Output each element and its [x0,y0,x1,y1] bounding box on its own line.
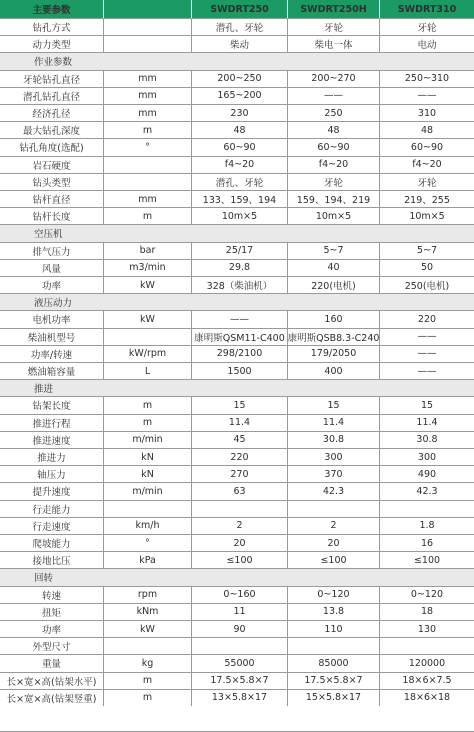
unit-cell: kW [104,277,192,293]
table-row [0,190,474,207]
table-row [0,310,474,327]
swdrt250h-value-cell: ≤100 [288,552,380,568]
swdrt250h-value-cell: 30.8 [288,432,380,448]
swdrt310-value-cell: 牙轮 [417,23,437,35]
swdrt250-value-cell: 1500 [192,363,288,379]
section-row [0,568,474,585]
param-name-cell: 重量 [0,655,104,671]
swdrt250h-value-cell: 2 [288,518,380,534]
swdrt250-value-cell: 11 [192,604,288,620]
swdrt250-value-cell: 200~250 [192,71,288,87]
swdrt250-value-cell: 48 [192,122,288,138]
unit-cell [104,174,192,190]
param-name-cell: 接地比压 [0,552,104,568]
table-row [0,121,474,138]
table-header [0,0,474,18]
section-row [0,379,474,396]
unit-cell: m3/min [104,260,192,276]
param-name-cell: 提升速度 [0,483,104,499]
param-name-cell: 电机功率 [0,311,104,327]
swdrt250h-value-cell: 17.5×5.8×7 [288,673,380,689]
param-name-cell: 外型尺寸 [0,638,104,654]
unit-cell: m/min [104,483,192,499]
param-name-cell: 爬坡能力 [0,535,104,551]
swdrt250-value-cell: 133、159、194 [192,191,288,207]
swdrt250-value-cell: 0~160 [192,587,288,603]
swdrt250h-value-cell: 60~90 [288,139,380,155]
swdrt310-value-cell: f4~20 [412,159,442,171]
swdrt250h-value-cell: 179/2050 [288,346,380,362]
swdrt310-value-cell: —— [417,90,437,102]
swdrt250h-value-cell: 15 [288,397,380,413]
unit-cell: kW/rpm [104,346,192,362]
swdrt250h-value-cell [288,501,380,517]
swdrt250h-value-cell: 220(电机) [288,277,380,293]
swdrt250h-value-cell: 200~270 [288,71,380,87]
swdrt250h-value-cell: 柴电一体 [288,36,380,52]
swdrt250h-value-cell: 370 [288,466,380,482]
swdrt250-value-cell: 11.4 [192,415,288,431]
swdrt250-value-cell [192,501,288,517]
swdrt250h-value-cell: 11.4 [288,415,380,431]
unit-cell: m [104,673,192,689]
swdrt310-value-cell: 牙轮 [417,177,437,189]
section-title: 作业参数 [34,57,73,69]
swdrt250-value-cell: 270 [192,466,288,482]
table-row [0,276,474,293]
swdrt250h-value-cell: —— [288,88,380,104]
swdrt250-value-cell: ≤100 [192,552,288,568]
section-title: 回转 [34,573,54,585]
unit-cell: kW [104,621,192,637]
unit-cell: mm [104,71,192,87]
table-row [0,35,474,52]
unit-cell: m [104,690,192,706]
swdrt310-value-cell [380,638,474,654]
table-row [0,448,474,465]
unit-cell [104,329,192,345]
unit-cell: m [104,415,192,431]
swdrt310-value-cell: 300 [417,451,437,463]
unit-cell: kN [104,466,192,482]
swdrt310-value-cell: 250~310 [404,73,450,85]
param-name-cell: 钻杆直径 [0,191,104,207]
section-title: 液压动力 [34,298,73,310]
param-name-cell: 动力类型 [0,36,104,52]
unit-cell [104,19,192,35]
param-name-cell: 钻头类型 [0,174,104,190]
unit-cell: ° [104,535,192,551]
header-model-swdrt250: SWDRT250 [192,0,288,18]
header-unit [104,0,192,18]
swdrt250h-value-cell: 160 [288,311,380,327]
swdrt250-value-cell: 潜孔、牙轮 [192,19,288,35]
param-name-cell: 推进行程 [0,415,104,431]
table-row [0,138,474,155]
swdrt310-value-cell: 1.8 [419,520,435,532]
swdrt250-value-cell: 25/17 [192,243,288,259]
swdrt250-value-cell: 63 [192,483,288,499]
swdrt250-value-cell: 90 [192,621,288,637]
unit-cell: ° [104,139,192,155]
table-row [0,500,474,517]
swdrt250-value-cell: 220 [192,449,288,465]
swdrt250h-value-cell: 85000 [288,655,380,671]
swdrt250h-value-cell: 牙轮 [288,19,380,35]
param-name-cell: 钻架长度 [0,397,104,413]
param-name-cell: 风量 [0,260,104,276]
param-name-cell: 行走速度 [0,518,104,534]
param-name-cell: 长×宽×高(钻架水平) [0,673,104,689]
unit-cell: m [104,122,192,138]
param-name-cell: 牙轮钻孔直径 [0,71,104,87]
swdrt250-value-cell: 60~90 [192,139,288,155]
swdrt310-value-cell: 18 [420,606,434,618]
swdrt310-value-cell: ≤100 [413,554,441,566]
header-model-swdrt250h: SWDRT250H [288,0,380,18]
unit-cell [104,638,192,654]
swdrt250-value-cell: 55000 [192,655,288,671]
table-row [0,362,474,379]
swdrt310-value-cell: 310 [417,107,437,119]
param-name-cell: 行走能力 [0,501,104,517]
table-row [0,603,474,620]
swdrt250-value-cell: 潜孔、牙轮 [192,174,288,190]
swdrt250h-value-cell: 13.8 [288,604,380,620]
swdrt250-value-cell: 45 [192,432,288,448]
swdrt250h-value-cell: 300 [288,449,380,465]
swdrt250-value-cell: 10m×5 [192,208,288,224]
unit-cell: bar [104,243,192,259]
swdrt250-value-cell: 2 [192,518,288,534]
unit-cell: km/h [104,518,192,534]
table-row [0,517,474,534]
table-row [0,173,474,190]
swdrt250-value-cell: 柴动 [192,36,288,52]
param-name-cell: 钻孔角度(选配) [0,139,104,155]
swdrt310-value-cell: 490 [417,468,437,480]
swdrt250h-value-cell: 400 [288,363,380,379]
table-row [0,637,474,654]
param-name-cell: 轴压力 [0,466,104,482]
swdrt310-value-cell: 48 [420,124,434,136]
swdrt310-value-cell: 15 [420,399,434,411]
swdrt250h-value-cell: 42.3 [288,483,380,499]
param-name-cell: 推进力 [0,449,104,465]
param-name-cell: 功率/转速 [0,346,104,362]
section-row [0,52,474,69]
table-row [0,156,474,173]
swdrt310-value-cell: —— [417,348,437,360]
table-row [0,654,474,671]
swdrt310-value-cell: —— [417,331,437,343]
swdrt310-value-cell: 250(电机) [404,281,450,293]
swdrt310-value-cell: 16 [420,537,434,549]
param-name-cell: 功率 [0,621,104,637]
table-row [0,534,474,551]
swdrt250-value-cell: 298/2100 [192,346,288,362]
table-row [0,465,474,482]
unit-cell: m [104,208,192,224]
unit-cell: kN [104,449,192,465]
param-name-cell: 经济孔径 [0,105,104,121]
param-name-cell: 燃油箱容量 [0,363,104,379]
table-row [0,414,474,431]
swdrt250-value-cell: 康明斯QSM11-C400 [192,329,288,345]
unit-cell [104,157,192,173]
swdrt250-value-cell: 20 [192,535,288,551]
swdrt250-value-cell: 13×5.8×17 [192,690,288,706]
table-row [0,620,474,637]
table-row [0,345,474,362]
param-name-cell: 转速 [0,587,104,603]
swdrt310-value-cell: 0~120 [410,589,444,601]
swdrt310-value-cell: 电动 [417,40,437,52]
swdrt250-value-cell: 328（柴油机） [192,277,288,293]
swdrt310-value-cell: 10m×5 [409,210,445,222]
param-name-cell: 潜孔钻孔直径 [0,88,104,104]
swdrt310-value-cell: 60~90 [410,141,444,153]
swdrt310-value-cell: 220 [417,313,437,325]
swdrt250h-value-cell: 牙轮 [288,174,380,190]
table-row [0,207,474,224]
section-row [0,293,474,310]
swdrt250h-value-cell: 250 [288,105,380,121]
swdrt250h-value-cell: 110 [288,621,380,637]
swdrt250-value-cell: 230 [192,105,288,121]
unit-cell: mm [104,105,192,121]
table-row [0,18,474,35]
swdrt310-value-cell: 130 [417,623,437,635]
section-title: 推进 [34,384,54,396]
swdrt310-value-cell: 120000 [408,657,446,669]
unit-cell [104,36,192,52]
swdrt250h-value-cell: 15×5.8×17 [288,690,380,706]
param-name-cell: 排气压力 [0,243,104,259]
table-row [0,672,474,689]
unit-cell: m [104,397,192,413]
swdrt250h-value-cell: 48 [288,122,380,138]
param-name-cell: 岩石硬度 [0,157,104,173]
swdrt250h-value-cell: 20 [288,535,380,551]
table-row [0,482,474,499]
unit-cell [104,501,192,517]
table-row [0,104,474,121]
table-row [0,328,474,345]
table-row [0,242,474,259]
unit-cell: kg [104,655,192,671]
unit-cell: kW [104,311,192,327]
swdrt250-value-cell: 29.8 [192,260,288,276]
swdrt250-value-cell: —— [192,311,288,327]
swdrt250h-value-cell: 40 [288,260,380,276]
swdrt310-value-cell: 11.4 [416,417,438,429]
swdrt250-value-cell: 165~200 [192,88,288,104]
swdrt250-value-cell: 15 [192,397,288,413]
swdrt310-value-cell: 42.3 [416,485,438,497]
swdrt250h-value-cell: 159、194、219 [288,191,380,207]
swdrt310-value-cell: 50 [420,262,434,274]
unit-cell: m/min [104,432,192,448]
unit-cell: kPa [104,552,192,568]
swdrt310-value-cell: 219、255 [404,195,450,207]
table-row [0,551,474,568]
table-row [0,586,474,603]
swdrt250h-value-cell: f4~20 [288,157,380,173]
table-row [0,431,474,448]
unit-cell: kNm [104,604,192,620]
unit-cell: mm [104,191,192,207]
unit-cell: L [104,363,192,379]
header-model-swdrt310: SWDRT310 [397,3,457,15]
unit-cell: rpm [104,587,192,603]
header-param: 主要参数 [0,0,104,18]
table-row [0,87,474,104]
swdrt250h-value-cell: 5~7 [288,243,380,259]
swdrt250h-value-cell: 0~120 [288,587,380,603]
unit-cell: mm [104,88,192,104]
param-name-cell: 长×宽×高(钻架竖重) [0,690,104,706]
table-row [0,396,474,413]
swdrt310-value-cell: 5~7 [416,245,438,257]
param-name-cell: 柴油机型号 [0,329,104,345]
table-row [0,259,474,276]
param-name-cell: 钻孔方式 [0,19,104,35]
swdrt310-value-cell: —— [417,365,437,377]
section-title: 空压机 [34,229,63,241]
swdrt250-value-cell: f4~20 [192,157,288,173]
swdrt310-value-cell [380,501,474,517]
swdrt250-value-cell: 17.5×5.8×7 [192,673,288,689]
swdrt310-value-cell: 18×6×7.5 [402,675,452,687]
table-row [0,689,474,706]
swdrt250-value-cell [192,638,288,654]
swdrt310-value-cell: 30.8 [416,434,438,446]
param-name-cell: 钻杆长度 [0,208,104,224]
param-name-cell: 推进速度 [0,432,104,448]
param-name-cell: 最大钻孔深度 [0,122,104,138]
swdrt250h-value-cell: 康明斯QSB8.3-C240 [288,329,380,345]
param-name-cell: 功率 [0,277,104,293]
swdrt310-value-cell: 18×6×18 [403,692,451,704]
param-name-cell: 扭矩 [0,604,104,620]
table-row [0,70,474,87]
swdrt250h-value-cell: 10m×5 [288,208,380,224]
swdrt250h-value-cell [288,638,380,654]
section-row [0,224,474,241]
